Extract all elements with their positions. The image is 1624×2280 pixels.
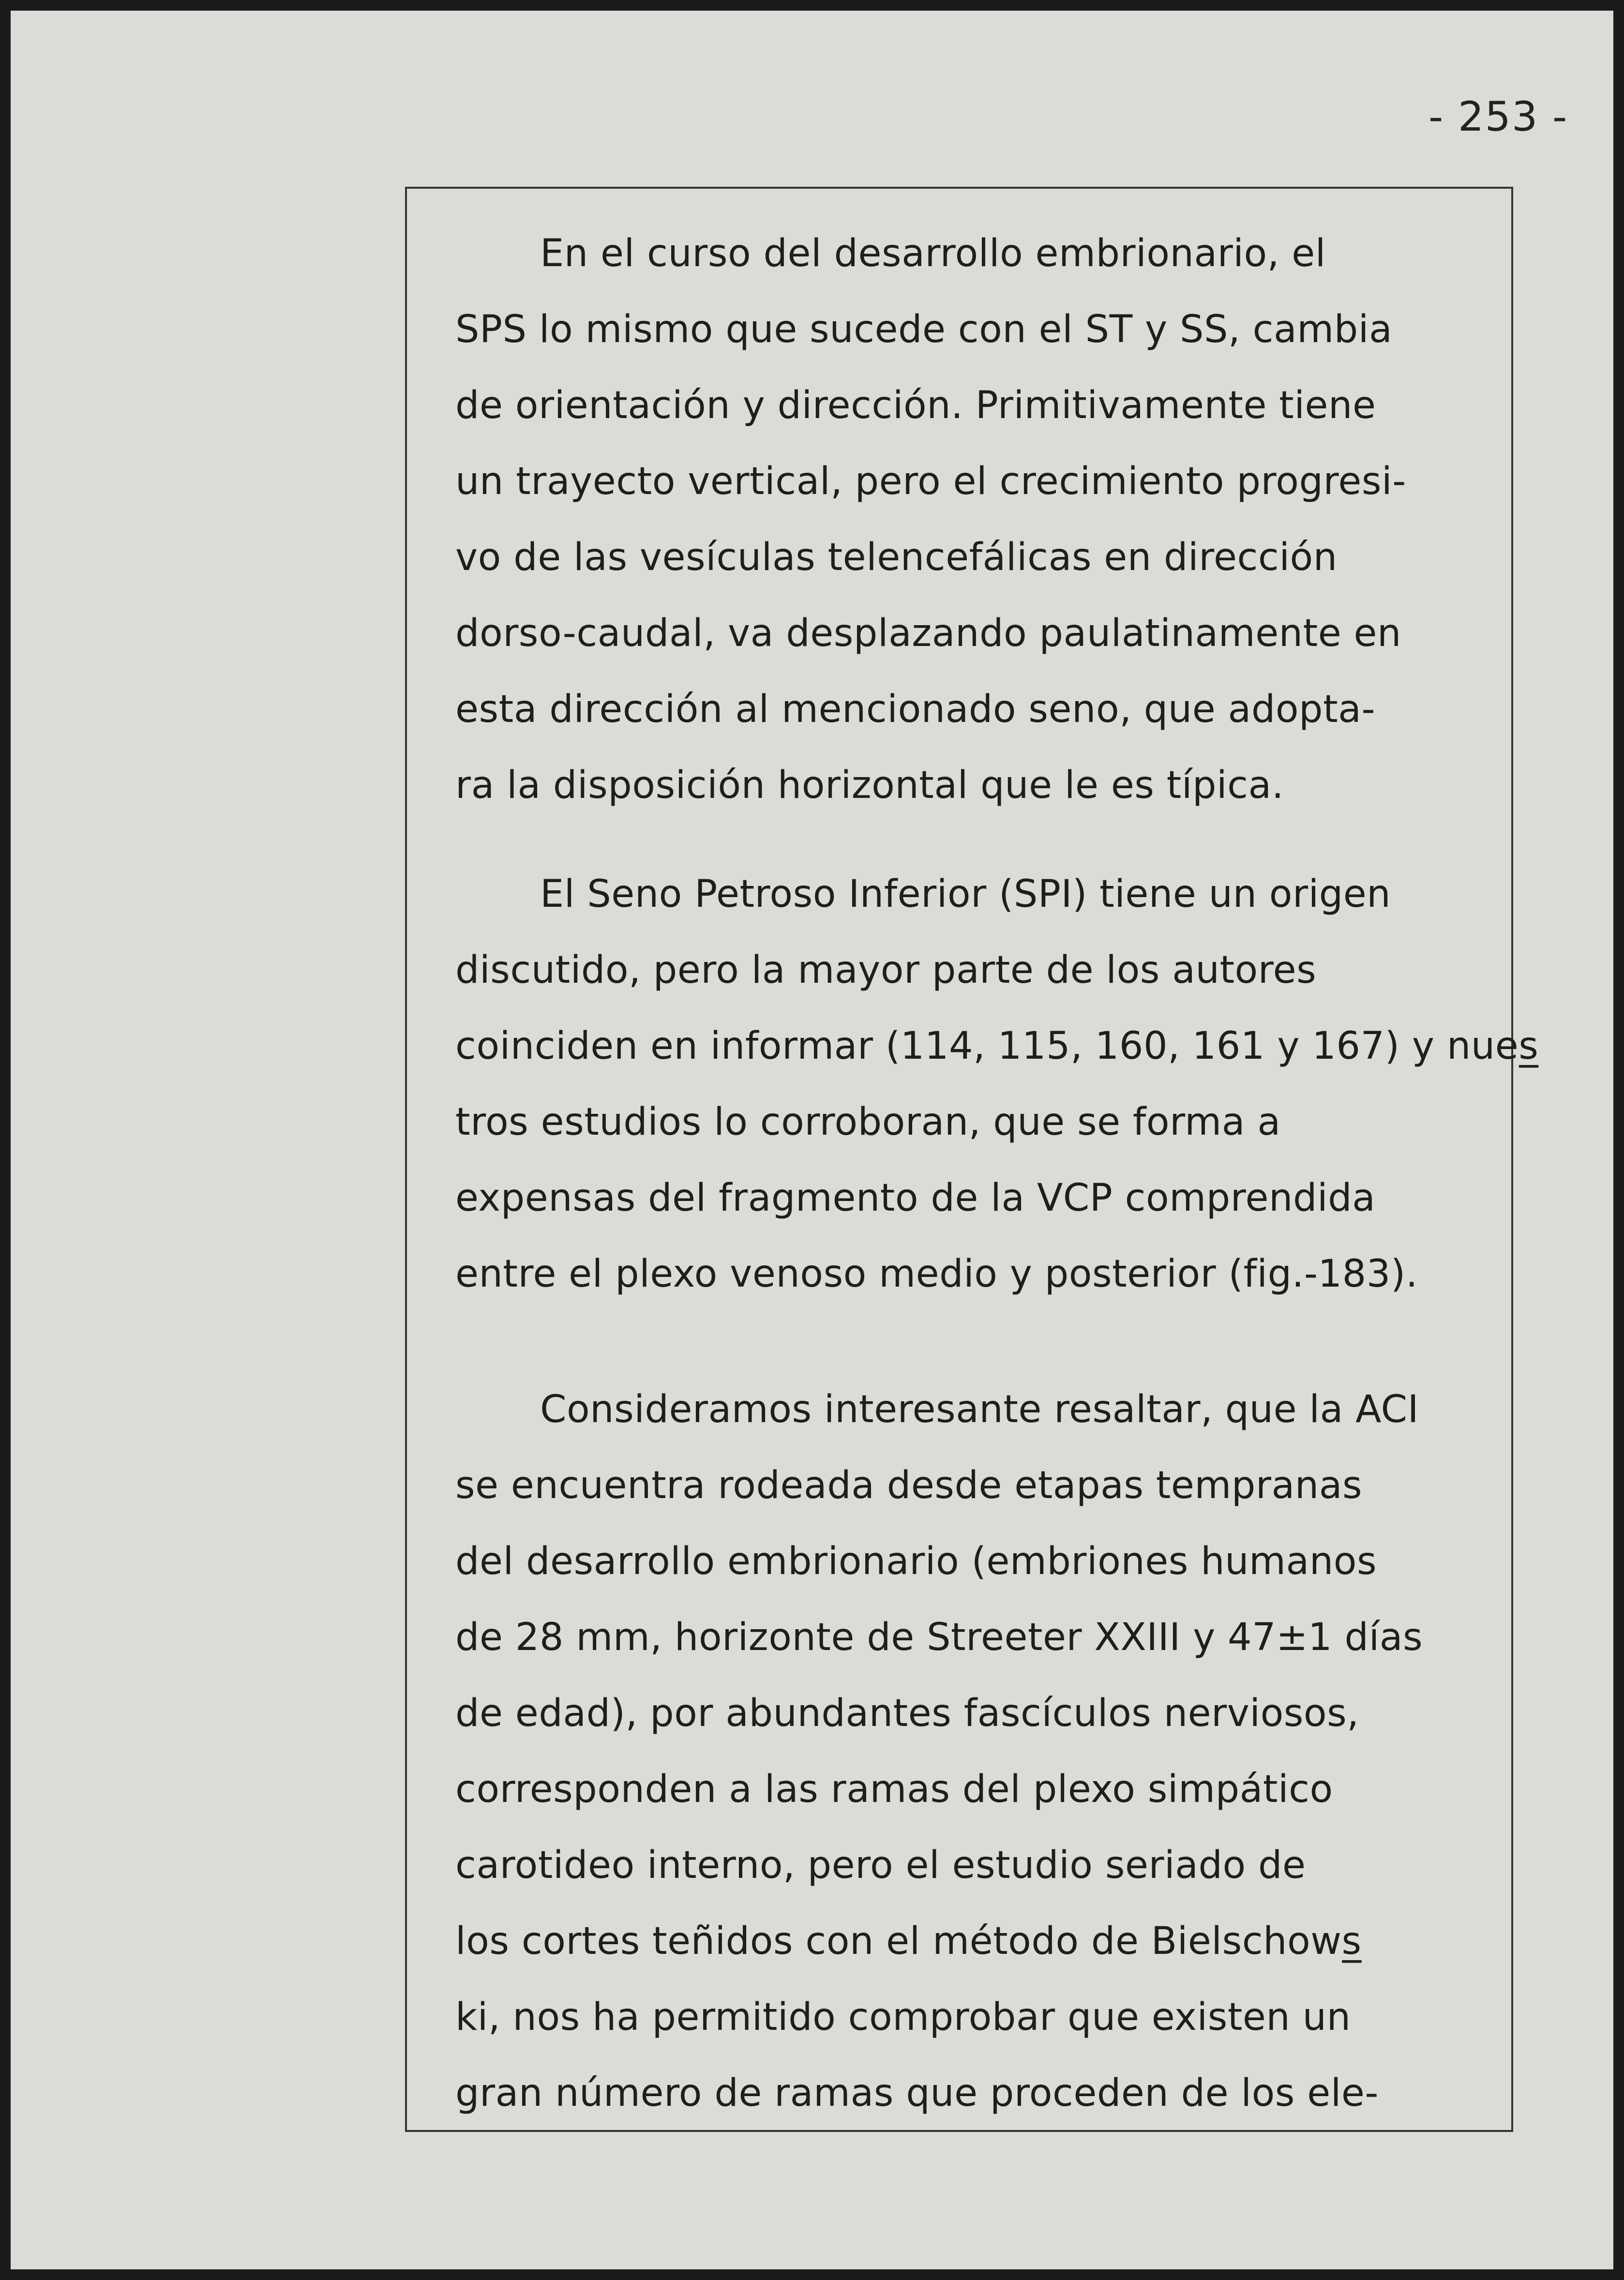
text-line: dorso-caudal, va desplazando paulatinamente en — [455, 612, 1401, 655]
text-line: del desarrollo embrionario (embriones humanos — [455, 1540, 1377, 1583]
text-line: esta dirección al mencionado seno, que adopta- — [455, 688, 1376, 731]
document-page — [11, 11, 1613, 2269]
text-line: de orientación y dirección. Primitivamente tiene — [455, 384, 1376, 427]
text-line: entre el plexo venoso medio y posterior (fig.-183). — [455, 1252, 1418, 1296]
text-line: un trayecto vertical, pero el crecimiento progresi- — [455, 460, 1406, 503]
text-line: de 28 mm, horizonte de Streeter XXIII y 47±1 días — [455, 1616, 1423, 1659]
paragraph-2 — [455, 856, 1539, 1312]
text-line: tros estudios lo corroboran, que se forma a — [455, 1100, 1281, 1144]
text-line: expensas del fragmento de la VCP comprendida — [455, 1176, 1376, 1220]
text-line: SPS lo mismo que sucede con el ST y SS, cambia — [455, 308, 1393, 351]
page-number: - 253 - — [1429, 93, 1568, 140]
text-line: Consideramos interesante resaltar, que la ACI — [540, 1388, 1419, 1431]
text-line: de edad), por abundantes fascículos nerviosos, — [455, 1692, 1359, 1735]
text-line: vo de las vesículas telencefálicas en dirección — [455, 536, 1338, 579]
text-line: se encuentra rodeada desde etapas tempranas — [455, 1464, 1363, 1507]
paragraph-1 — [455, 216, 1491, 824]
text-line: coinciden en informar (114, 115, 160, 161 y 167) y nues̲ — [455, 1024, 1539, 1068]
text-line: ra la disposición horizontal que le es típica. — [455, 764, 1284, 807]
text-line: carotideo interno, pero el estudio seriado de — [455, 1844, 1306, 1887]
text-line: gran número de ramas que proceden de los ele- — [455, 2071, 1379, 2115]
text-frame — [405, 187, 1539, 2132]
text-line: En el curso del desarrollo embrionario, el — [540, 232, 1326, 275]
text-line: ki, nos ha permitido comprobar que existen un — [455, 1995, 1351, 2039]
text-line: corresponden a las ramas del plexo simpático — [455, 1768, 1333, 1811]
text-line: discutido, pero la mayor parte de los autores — [455, 948, 1317, 992]
text-line: El Seno Petroso Inferior (SPI) tiene un origen — [540, 872, 1391, 916]
paragraph-3 — [455, 1372, 1491, 2131]
text-line: los cortes teñidos con el método de Bielschows̲ — [455, 1920, 1362, 1963]
